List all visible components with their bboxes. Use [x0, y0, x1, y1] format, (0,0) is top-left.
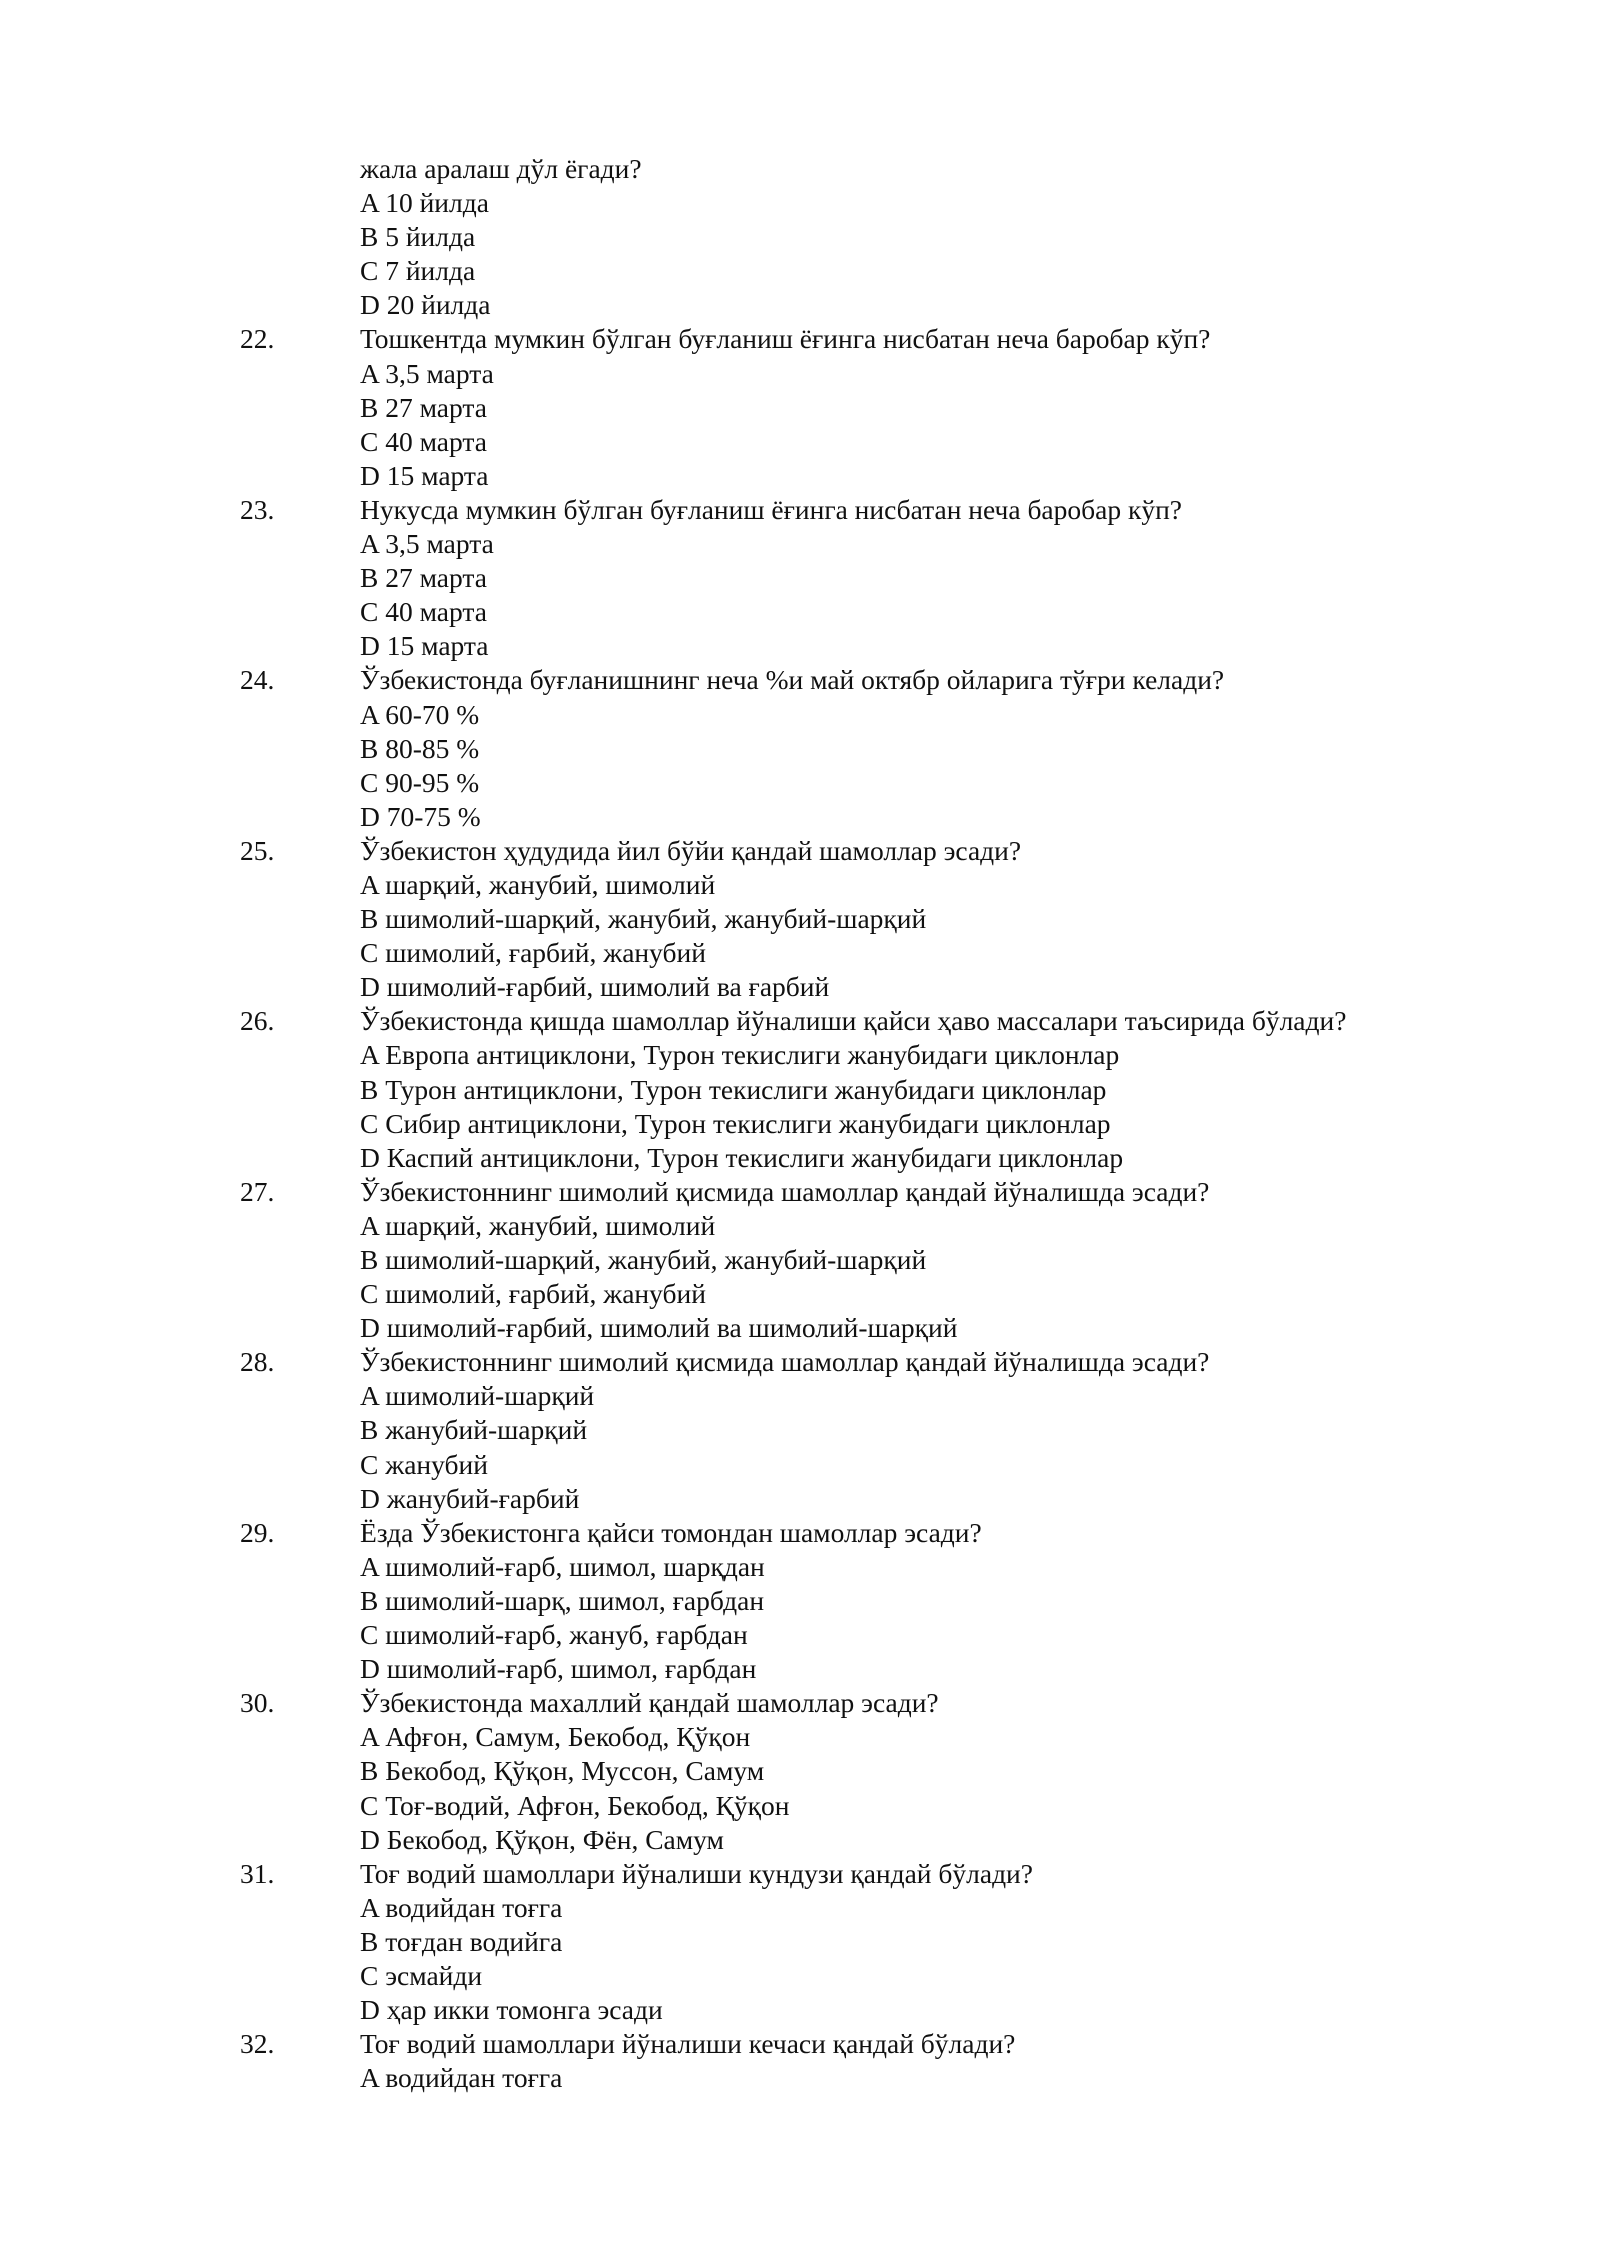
answer-option: B 27 марта	[360, 562, 487, 594]
question-23	[240, 493, 1440, 527]
answer-option: B тоғдан водийга	[360, 1925, 563, 1957]
answer-option: D 15 марта	[360, 459, 489, 491]
answer-option: C эсмайди	[360, 1959, 483, 1991]
answer-option: A Европа антициклони, Турон текислиги жанубидаги циклонлар	[360, 1039, 1120, 1071]
answer-option: A шарқий, жанубий, шимолий	[360, 1209, 716, 1241]
question-number: 27.	[240, 1175, 275, 1207]
answer-option: B Турон антициклони, Турон текислиги жанубидаги циклонлар	[360, 1073, 1107, 1105]
question-text-continuation: жала аралаш дўл ёгади?	[360, 153, 642, 184]
question-26	[240, 1004, 1440, 1038]
answer-option: A шимолий-ғарб, шимол, шарқдан	[360, 1550, 765, 1582]
answer-option: B 27 марта	[360, 391, 487, 423]
question-number: 29.	[240, 1516, 275, 1548]
question-30	[240, 1686, 1440, 1720]
question-24	[240, 663, 1440, 697]
question-29	[240, 1516, 1440, 1550]
answer-option: C шимолий, ғарбий, жанубий	[360, 1278, 706, 1310]
answer-option: D Бекобод, Қўқон, Фён, Самум	[360, 1823, 724, 1855]
answer-option: B шимолий-шарқий, жанубий, жанубий-шарқий	[360, 903, 927, 935]
question-number: 24.	[240, 664, 275, 696]
answer-option: D шимолий-ғарбий, шимолий ва ғарбий	[360, 971, 830, 1003]
question-31	[240, 1857, 1440, 1891]
answer-option: C жанубий	[360, 1448, 488, 1480]
question-text: Нукусда мумкин бўлган буғланиш ёғинга нисбатан неча баробар кўп?	[360, 493, 1182, 525]
question-text: Ўзбекистонда махаллий қандай шамоллар эсади?	[360, 1687, 939, 1719]
answer-option: C 7 йилда	[360, 255, 476, 287]
answer-option: A шарқий, жанубий, шимолий	[360, 868, 716, 900]
answer-option: C 40 марта	[360, 425, 487, 457]
question-text: Тошкентда мумкин бўлган буғланиш ёғинга нисбатан неча баробар кўп?	[360, 323, 1211, 355]
question-28	[240, 1345, 1440, 1379]
question-27	[240, 1175, 1440, 1209]
question-number: 32.	[240, 2028, 275, 2060]
answer-option: A водийдан тоғга	[360, 1891, 563, 1923]
answer-option: C Сибир антициклони, Турон текислиги жанубидаги циклонлар	[360, 1107, 1111, 1139]
answer-option: B 80-85 %	[360, 732, 480, 764]
question-number: 26.	[240, 1005, 275, 1037]
answer-option: A водийдан тоғга	[360, 2062, 563, 2094]
answer-option: C шимолий, ғарбий, жанубий	[360, 937, 706, 969]
question-text: Ўзбекистон ҳудудида йил бўйи қандай шамоллар эсади?	[360, 834, 1022, 866]
answer-option: D Каспий антициклони, Турон текислиги жанубидаги циклонлар	[360, 1141, 1124, 1173]
answer-option: A 60-70 %	[360, 698, 480, 730]
question-number: 25.	[240, 834, 275, 866]
question-text: Ўзбекистоннинг шимолий қисмида шамоллар қандай йўналишда эсади?	[360, 1346, 1210, 1378]
answer-option: A шимолий-шарқий	[360, 1380, 595, 1412]
question-list	[240, 152, 1440, 2095]
question-number: 30.	[240, 1687, 275, 1719]
question-text: Тоғ водий шамоллари йўналиши кечаси қандай бўлади?	[360, 2028, 1016, 2060]
answer-option: B шимолий-шарқ, шимол, ғарбдан	[360, 1584, 765, 1616]
question-number: 23.	[240, 493, 275, 525]
answer-option: C Тоғ-водий, Афғон, Бекобод, Қўқон	[360, 1789, 790, 1821]
answer-option: D 15 марта	[360, 630, 489, 662]
answer-option: A 10 йилда	[360, 187, 489, 219]
question-32	[240, 2027, 1440, 2061]
answer-option: A 3,5 марта	[360, 528, 494, 560]
answer-option: A 3,5 марта	[360, 357, 494, 389]
question-text: Ўзбекистонда қишда шамоллар йўналиши қайси ҳаво массалари таъсирида бўлади?	[360, 1005, 1347, 1037]
question-text: Ёзда Ўзбекистонга қайси томондан шамоллар эсади?	[360, 1516, 982, 1548]
answer-option: C 90-95 %	[360, 766, 480, 798]
answer-option: D 20 йилда	[360, 289, 491, 321]
answer-option: A Афғон, Самум, Бекобод, Қўқон	[360, 1721, 751, 1753]
answer-option: B 5 йилда	[360, 221, 476, 253]
question-number: 22.	[240, 323, 275, 355]
question-text: Ўзбекистонда буғланишнинг неча %и май октябр ойларига тўғри келади?	[360, 664, 1225, 696]
question-text: Ўзбекистоннинг шимолий қисмида шамоллар қандай йўналишда эсади?	[360, 1175, 1210, 1207]
answer-option: C шимолий-ғарб, жануб, ғарбдан	[360, 1619, 748, 1651]
answer-option: D шимолий-ғарб, шимол, ғарбдан	[360, 1653, 757, 1685]
question-number: 31.	[240, 1857, 275, 1889]
answer-option: C 40 марта	[360, 596, 487, 628]
answer-option: D ҳар икки томонга эсади	[360, 1994, 663, 2026]
question-25	[240, 834, 1440, 868]
answer-option: D шимолий-ғарбий, шимолий ва шимолий-шарқий	[360, 1312, 958, 1344]
question-number: 28.	[240, 1346, 275, 1378]
question-text: Тоғ водий шамоллари йўналиши кундузи қандай бўлади?	[360, 1857, 1033, 1889]
answer-option: B Бекобод, Қўқон, Муссон, Самум	[360, 1755, 765, 1787]
answer-option: D жанубий-ғарбий	[360, 1482, 580, 1514]
question-22	[240, 322, 1440, 356]
answer-option: D 70-75 %	[360, 800, 481, 832]
answer-option: B жанубий-шарқий	[360, 1414, 588, 1446]
answer-option: B шимолий-шарқий, жанубий, жанубий-шарқий	[360, 1244, 927, 1275]
